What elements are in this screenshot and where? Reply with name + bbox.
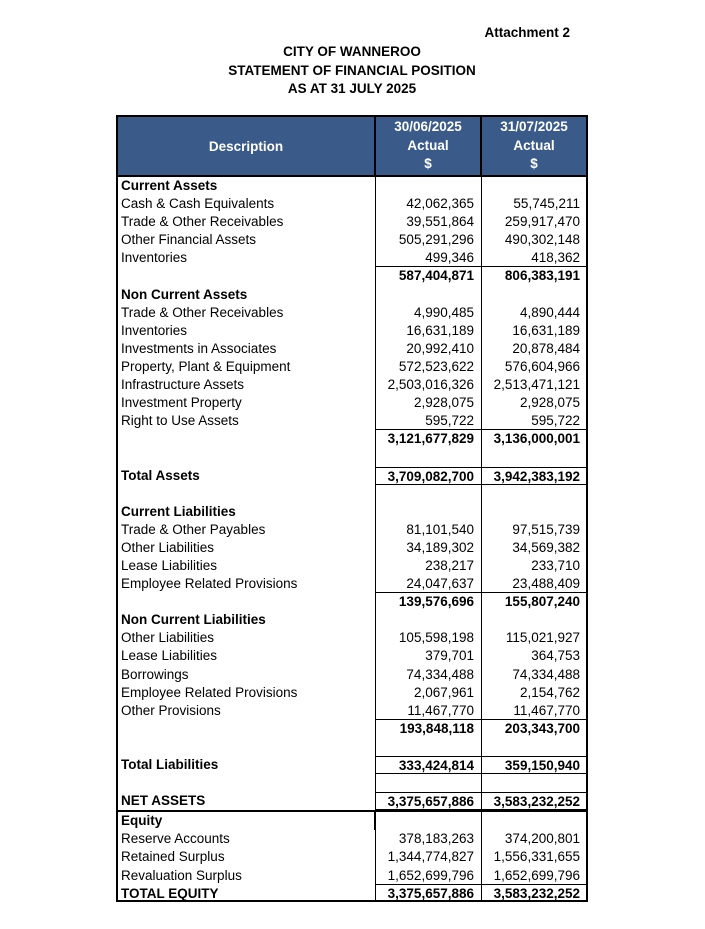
row-description: Current Assets	[118, 177, 376, 195]
value-30-06-2025	[376, 177, 482, 195]
value-30-06-2025: 572,523,622	[376, 358, 482, 376]
value-30-06-2025: 505,291,296	[376, 231, 482, 249]
table-row	[118, 684, 586, 702]
value-30-06-2025: 4,990,485	[376, 304, 482, 322]
value-31-07-2025: 359,150,940	[482, 756, 586, 774]
value-30-06-2025	[376, 812, 482, 830]
value-31-07-2025: 74,334,488	[512, 666, 580, 682]
value-31-07-2025: 55,745,211	[513, 196, 580, 212]
value-31-07-2025	[482, 177, 586, 195]
row-description	[118, 485, 376, 503]
row-description: Lease Liabilities	[118, 557, 376, 575]
value-30-06-2025: 595,722	[376, 412, 482, 430]
value-30-06-2025: 587,404,871	[376, 267, 482, 285]
table-row	[118, 286, 586, 304]
row-description: TOTAL EQUITY	[118, 885, 376, 902]
value-30-06-2025: 193,848,118	[376, 720, 482, 738]
value-31-07-2025: 16,631,189	[512, 322, 580, 338]
value-30-06-2025: 3,375,657,886	[376, 792, 482, 810]
table-row	[118, 756, 586, 774]
table-row	[118, 539, 586, 557]
row-description: Lease Liabilities	[118, 647, 376, 665]
row-description: Other Provisions	[118, 702, 376, 720]
value-30-06-2025: 139,576,696	[376, 593, 482, 611]
table-row	[118, 885, 586, 902]
row-description: Other Financial Assets	[118, 231, 376, 249]
value-30-06-2025: 378,183,263	[376, 830, 482, 848]
table-row	[118, 702, 586, 720]
table-row	[118, 867, 586, 885]
row-description	[118, 738, 376, 756]
table-row	[118, 485, 586, 503]
table-row	[118, 267, 586, 285]
attachment-label: Attachment 2	[484, 25, 570, 40]
row-description	[118, 774, 376, 792]
value-30-06-2025: 16,631,189	[376, 322, 482, 340]
row-description: Revaluation Surplus	[118, 867, 376, 885]
row-description: Employee Related Provisions	[118, 684, 376, 702]
financial-position-table	[116, 115, 588, 902]
value-30-06-2025: 1,344,774,827	[376, 848, 482, 866]
table-row	[118, 376, 586, 394]
table-row	[118, 358, 586, 376]
value-30-06-2025: 2,503,016,326	[376, 376, 482, 394]
table-row	[118, 231, 586, 249]
description-header: Description	[118, 117, 376, 175]
july-column-header	[482, 117, 586, 175]
table-row	[118, 249, 586, 267]
value-31-07-2025: 2,513,471,121	[493, 377, 580, 393]
value-31-07-2025: 2,154,762	[519, 684, 580, 700]
table-row	[118, 213, 586, 231]
row-description	[118, 430, 376, 448]
row-description: Right to Use Assets	[118, 412, 376, 430]
value-31-07-2025: 3,583,232,252	[482, 792, 586, 810]
value-30-06-2025: 74,334,488	[376, 666, 482, 684]
value-30-06-2025: 20,992,410	[376, 340, 482, 358]
table-header	[118, 117, 586, 177]
table-row	[118, 774, 586, 792]
row-description: Equity	[118, 812, 376, 830]
value-30-06-2025: 333,424,814	[376, 756, 482, 774]
row-description: Property, Plant & Equipment	[118, 358, 376, 376]
value-30-06-2025	[376, 738, 482, 756]
value-31-07-2025: 374,200,801	[504, 831, 580, 847]
value-31-07-2025	[482, 485, 586, 503]
table-row	[118, 611, 586, 629]
row-description: Investment Property	[118, 394, 376, 412]
june-header-unit: $	[424, 156, 432, 172]
row-description	[118, 267, 376, 285]
value-31-07-2025: 11,467,770	[482, 702, 586, 720]
value-31-07-2025: 97,515,739	[512, 521, 580, 537]
value-30-06-2025	[376, 611, 482, 629]
value-31-07-2025: 490,302,148	[504, 232, 580, 248]
row-description: Total Liabilities	[118, 756, 376, 774]
table-row	[118, 792, 586, 810]
value-31-07-2025: 4,890,444	[519, 304, 580, 320]
value-30-06-2025: 42,062,365	[376, 195, 482, 213]
row-description: Trade & Other Receivables	[118, 213, 376, 231]
table-row	[118, 177, 586, 195]
value-31-07-2025	[482, 286, 586, 304]
table-row	[118, 340, 586, 358]
row-description: Current Liabilities	[118, 503, 376, 521]
row-description: Retained Surplus	[118, 848, 376, 866]
table-row	[118, 304, 586, 322]
value-31-07-2025	[482, 611, 586, 629]
value-30-06-2025	[376, 503, 482, 521]
value-31-07-2025: 34,569,382	[512, 539, 580, 555]
value-30-06-2025	[376, 774, 482, 792]
table-row	[118, 666, 586, 684]
table-row	[118, 575, 586, 593]
statement-date: AS AT 31 JULY 2025	[287, 81, 417, 96]
value-30-06-2025	[376, 485, 482, 503]
value-30-06-2025: 24,047,637	[376, 575, 482, 593]
value-30-06-2025: 499,346	[376, 249, 482, 267]
value-31-07-2025: 1,556,331,655	[493, 849, 580, 865]
row-description	[118, 720, 376, 738]
org-name: CITY OF WANNEROO	[283, 44, 421, 59]
table-row	[118, 848, 586, 866]
value-30-06-2025: 1,652,699,796	[376, 867, 482, 885]
value-31-07-2025	[482, 448, 586, 466]
row-description: Trade & Other Payables	[118, 521, 376, 539]
june-column-header	[376, 117, 482, 175]
value-31-07-2025: 23,488,409	[482, 575, 586, 593]
value-31-07-2025: 1,652,699,796	[482, 867, 586, 885]
table-row	[118, 412, 586, 430]
table-row	[118, 322, 586, 340]
table-row	[118, 394, 586, 412]
value-30-06-2025: 105,598,198	[376, 629, 482, 647]
value-31-07-2025: 20,878,484	[512, 340, 580, 356]
value-30-06-2025: 379,701	[376, 647, 482, 665]
row-description	[118, 448, 376, 466]
value-30-06-2025: 39,551,864	[376, 213, 482, 231]
value-30-06-2025: 238,217	[376, 557, 482, 575]
value-30-06-2025: 2,928,075	[376, 394, 482, 412]
table-row	[118, 720, 586, 738]
value-31-07-2025: 233,710	[531, 557, 580, 573]
june-header-date: 30/06/2025	[394, 119, 462, 135]
row-description: Trade & Other Receivables	[118, 304, 376, 322]
row-description: Non Current Assets	[118, 286, 376, 304]
value-30-06-2025	[376, 286, 482, 304]
june-header-type: Actual	[407, 137, 449, 153]
row-description: Infrastructure Assets	[118, 376, 376, 394]
row-description: Non Current Liabilities	[118, 611, 376, 629]
value-30-06-2025	[376, 448, 482, 466]
row-description	[118, 593, 376, 611]
row-description: Cash & Cash Equivalents	[118, 195, 376, 213]
row-description: Reserve Accounts	[118, 830, 376, 848]
value-31-07-2025: 595,722	[482, 412, 586, 430]
table-row	[118, 448, 586, 466]
value-30-06-2025: 2,067,961	[376, 684, 482, 702]
table-row	[118, 430, 586, 448]
july-header-type: Actual	[513, 137, 555, 153]
value-30-06-2025: 81,101,540	[376, 521, 482, 539]
row-description: Employee Related Provisions	[118, 575, 376, 593]
value-31-07-2025: 3,136,000,001	[493, 431, 580, 447]
value-31-07-2025: 576,604,966	[504, 358, 580, 374]
value-31-07-2025: 364,753	[531, 648, 580, 664]
table-row	[118, 647, 586, 665]
row-description: Borrowings	[118, 666, 376, 684]
value-31-07-2025	[482, 774, 586, 792]
table-row	[118, 830, 586, 848]
value-30-06-2025: 3,709,082,700	[376, 467, 482, 485]
table-row	[118, 810, 586, 830]
table-row	[118, 503, 586, 521]
row-description: NET ASSETS	[118, 792, 376, 810]
value-31-07-2025: 2,928,075	[519, 395, 580, 411]
value-31-07-2025	[482, 503, 586, 521]
value-30-06-2025: 3,375,657,886	[376, 885, 482, 902]
row-description: Other Liabilities	[118, 629, 376, 647]
value-31-07-2025: 3,583,232,252	[493, 885, 580, 901]
table-row	[118, 467, 586, 485]
value-30-06-2025: 11,467,770	[376, 702, 482, 720]
value-30-06-2025: 3,121,677,829	[376, 430, 482, 448]
value-31-07-2025	[482, 812, 586, 830]
value-31-07-2025: 3,942,383,192	[482, 467, 586, 485]
statement-title: STATEMENT OF FINANCIAL POSITION	[228, 62, 476, 78]
row-description: Inventories	[118, 322, 376, 340]
july-header-date: 31/07/2025	[500, 119, 568, 135]
table-row	[118, 593, 586, 611]
value-31-07-2025	[482, 738, 586, 756]
value-31-07-2025: 806,383,191	[504, 268, 580, 284]
value-31-07-2025: 203,343,700	[504, 720, 580, 736]
document-titles	[117, 43, 587, 99]
value-31-07-2025: 155,807,240	[504, 594, 580, 610]
value-31-07-2025: 115,021,927	[505, 630, 580, 646]
table-row	[118, 195, 586, 213]
table-body	[118, 177, 586, 902]
value-31-07-2025: 418,362	[482, 249, 586, 267]
row-description: Other Liabilities	[118, 539, 376, 557]
table-row	[118, 738, 586, 756]
table-row	[118, 629, 586, 647]
row-description: Inventories	[118, 249, 376, 267]
table-row	[118, 557, 586, 575]
row-description: Investments in Associates	[118, 340, 376, 358]
value-31-07-2025: 259,917,470	[504, 214, 580, 230]
value-30-06-2025: 34,189,302	[376, 539, 482, 557]
row-description: Total Assets	[118, 467, 376, 485]
table-row	[118, 521, 586, 539]
july-header-unit: $	[530, 156, 538, 172]
